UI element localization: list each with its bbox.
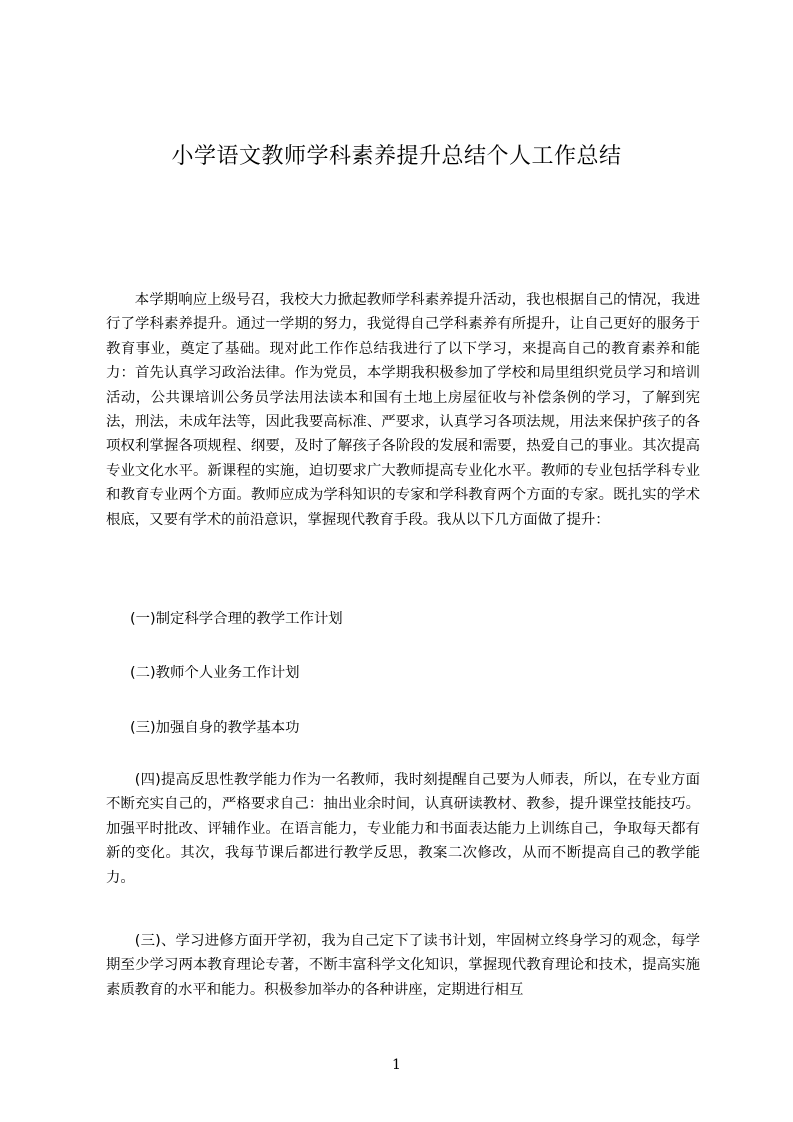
section-heading-3: (三)加强自身的教学基本功: [130, 720, 300, 736]
page-number: 1: [392, 1057, 401, 1073]
section-paragraph-5: (三)、学习进修方面开学初，我为自己定下了读书计划，牢固树立终身学习的观念，每学期至少学习两本教育理论专著，不断丰富科学文化知识，掌握现代教育理论和技术，提高实施素质教育的水平和能力。积极参加举办的各种讲座，定期进行相互: [106, 933, 700, 998]
section-heading-1: (一)制定科学合理的教学工作计划: [130, 611, 343, 627]
section-heading-2: (二)教师个人业务工作计划: [130, 665, 300, 681]
section-paragraph-4: (四)提高反思性教学能力作为一名教师，我时刻提醒自己要为人师表，所以，在专业方面不断充实自己的，严格要求自己：抽出业余时间，认真研读教材、教参，提升课堂技能技巧。加强平时批改、评辅作业。在语言能力，专业能力和书面表达能力上训练自己，争取每天都有新的变化。其次，我每节课后都进行教学反思，教案二次修改，从而不断提高自己的教学能力。: [106, 772, 700, 886]
intro-paragraph: 本学期响应上级号召，我校大力掀起教师学科素养提升活动，我也根据自己的情况，我进行了学科素养提升。通过一学期的努力，我觉得自己学科素养有所提升，让自己更好的服务于教育事业，奠定了基础。现对此工作作总结我进行了以下学习，来提高自己的教育素养和能力：首先认真学习政治法律。作为党员，本学期我积极参加了学校和局里组织党员学习和培训活动，公共课培训公务员学法用法读本和国有土地上房屋征收与补偿条例的学习，了解到宪法，刑法，未成年法等，因此我要高标准、严要求，认真学习各项法规，用法来保护孩子的各项权利掌握各项规程、纲要，及时了解孩子各阶段的发展和需要，热爱自己的事业。其次提高专业文化水平。新课程的实施，迫切要求广大教师提高专业化水平。教师的专业包括学科专业和教育专业两个方面。教师应成为学科知识的专家和学科教育两个方面的专家。既扎实的学术根底，又要有学术的前沿意识，掌握现代教育手段。我从以下几方面做了提升：: [106, 292, 700, 528]
document-title: 小学语文教师学科素养提升总结个人工作总结: [171, 144, 622, 169]
